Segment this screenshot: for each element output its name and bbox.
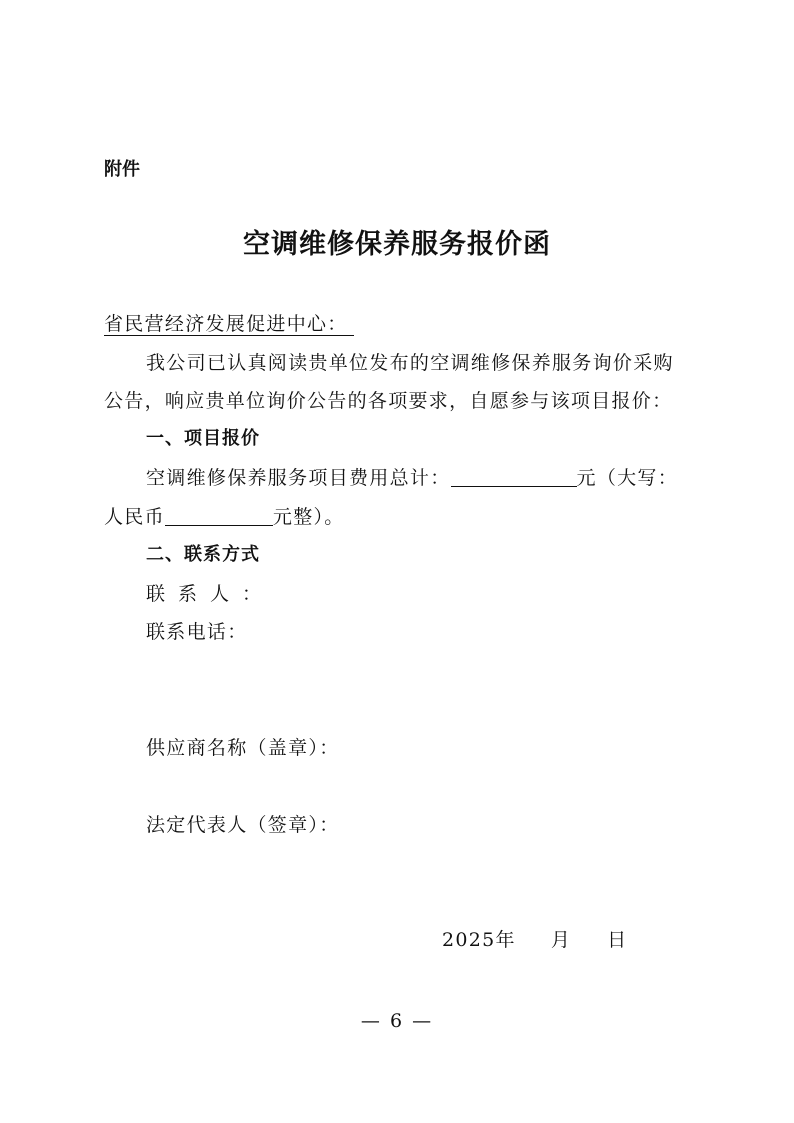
total-fee-uppercase-line [104, 502, 345, 529]
contact-phone-label: 联系电话： [146, 621, 248, 643]
rmb-prefix: 人民币 [104, 506, 165, 528]
date-year: 2025年 [442, 929, 516, 951]
rmb-suffix: 元整）。 [272, 506, 345, 528]
contact-person-label: 联系人： [146, 583, 275, 605]
page-number: — 6 — [360, 1010, 434, 1032]
legal-representative-label: 法定代表人（签章）： [146, 814, 340, 836]
date-month: 月 [550, 929, 572, 951]
supplier-name-label: 供应商名称（盖章）： [146, 737, 340, 759]
total-fee-prefix: 空调维修保养服务项目费用总计： [146, 467, 451, 489]
rmb-uppercase-blank[interactable] [165, 506, 273, 526]
date-line [442, 925, 627, 952]
addressee [104, 309, 354, 336]
date-day: 日 [607, 929, 628, 951]
attachment-label: 附件 [104, 159, 140, 180]
total-fee-line [146, 463, 678, 490]
total-fee-blank[interactable] [451, 467, 577, 487]
addressee-text: 省民营经济发展促进中心： [104, 313, 354, 336]
total-fee-suffix: 元（大写： [576, 467, 679, 489]
section-2-heading: 二、联系方式 [146, 544, 260, 565]
document-title: 空调维修保养服务报价函 [243, 229, 551, 260]
section-1-heading: 一、项目报价 [146, 428, 260, 449]
intro-line-1: 我公司已认真阅读贵单位发布的空调维修保养服务询价采购 [146, 352, 674, 374]
intro-line-2: 公告，响应贵单位询价公告的各项要求，自愿参与该项目报价： [104, 390, 673, 412]
